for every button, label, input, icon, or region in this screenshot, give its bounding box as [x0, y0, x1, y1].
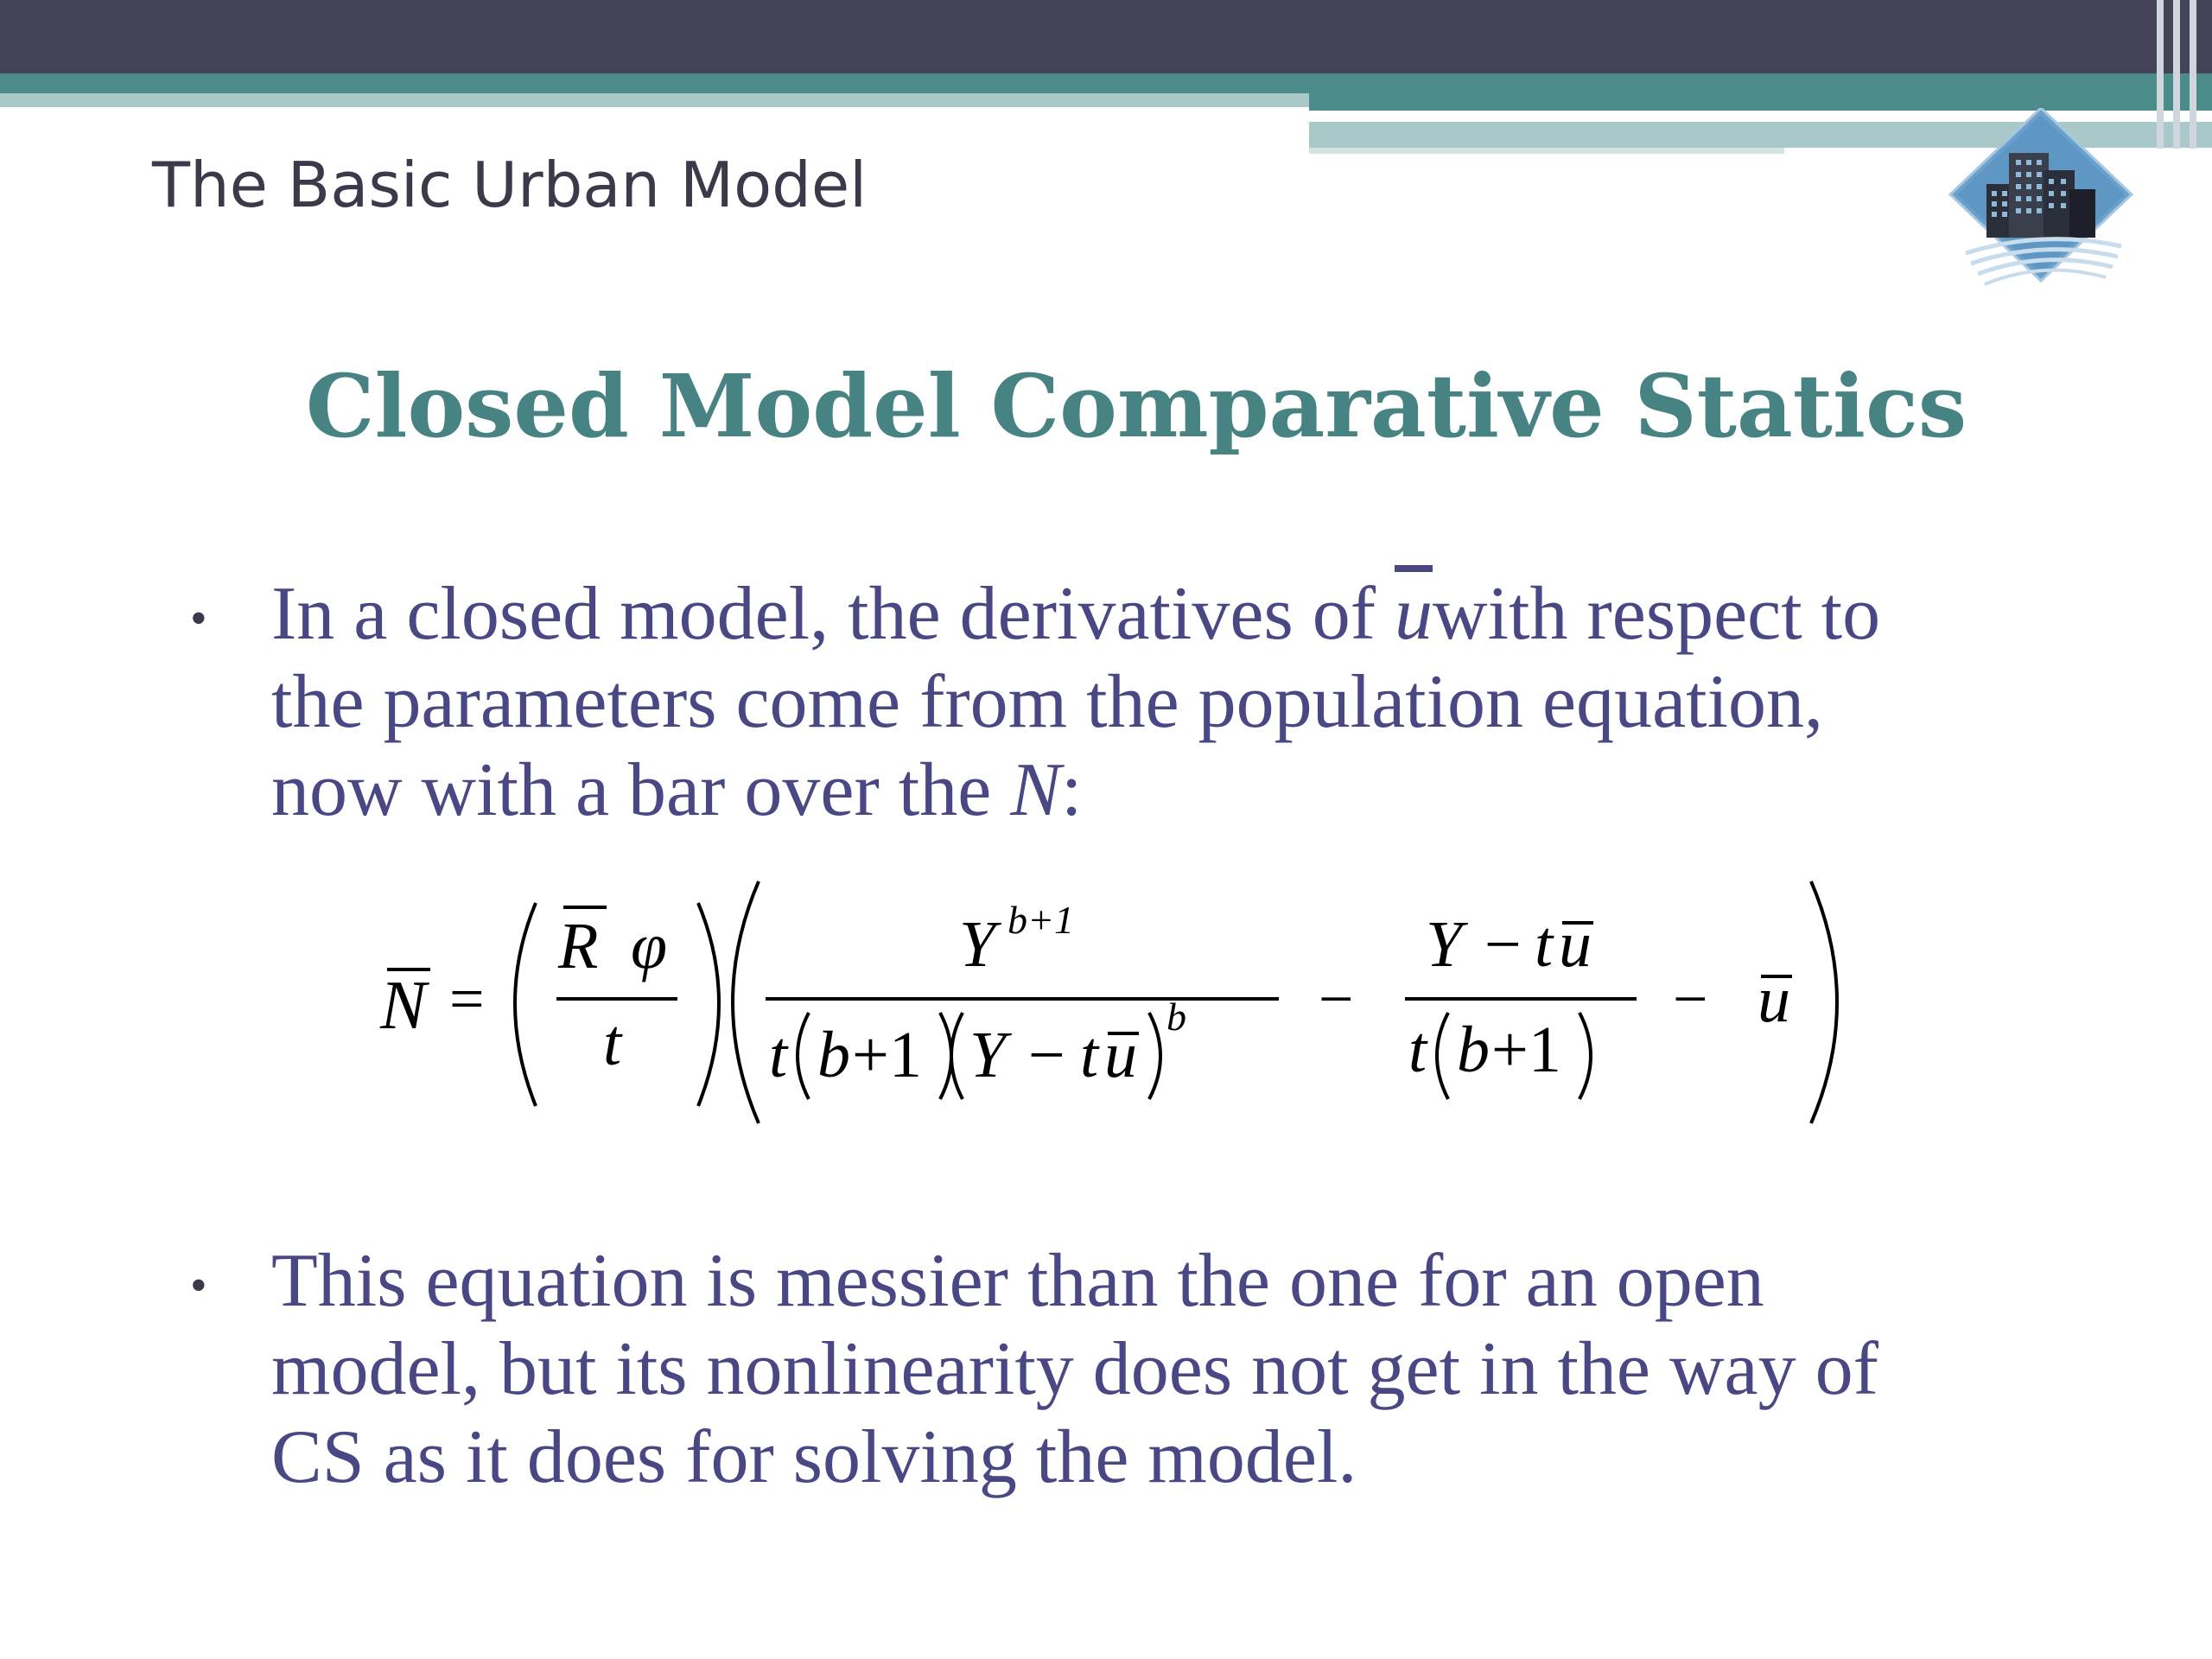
right-paren — [1811, 881, 1837, 1123]
bullet-dot: • — [190, 592, 207, 645]
eq-u: u — [1758, 963, 1790, 1036]
slide-title: Closed Model Comparative Statics — [305, 355, 1967, 457]
bullet-dot: • — [190, 1259, 207, 1313]
section-title: The Basic Urban Model — [152, 149, 868, 221]
header-edge-line — [2157, 0, 2164, 149]
paragraph-line: model, but its nonlinearity does not get in the way of — [271, 1327, 1878, 1411]
eq-t: t — [769, 1019, 788, 1091]
eq-y: Y — [969, 1019, 1007, 1091]
population-equation — [363, 864, 1849, 1141]
eq-t: t — [1535, 908, 1554, 981]
text-run: : — [1061, 748, 1083, 832]
left-paren — [798, 1013, 809, 1099]
n-symbol: N — [1010, 748, 1061, 832]
eq-t: t — [1408, 1014, 1427, 1086]
paragraph-line — [271, 747, 2069, 835]
paragraph-line: This equation is messier than the one for an open — [271, 1239, 1764, 1323]
paragraph-line — [271, 570, 2069, 658]
left-paren — [1437, 1013, 1448, 1099]
eq-minus: − — [1484, 908, 1522, 981]
bullet-paragraph-2 — [271, 1237, 2069, 1502]
eq-exponent: b — [1166, 995, 1186, 1039]
eq-t: t — [603, 1007, 622, 1079]
paragraph-line: the parameters come from the population equation, — [271, 660, 1824, 744]
eq-r: R — [558, 910, 599, 982]
paragraph-line: CS as it does for solving the model. — [271, 1415, 1357, 1499]
city-buildings-icon — [1948, 108, 2134, 289]
text-run: now with a bar over the — [271, 748, 1011, 832]
right-paren — [1149, 1013, 1160, 1099]
eq-u: u — [1104, 1019, 1137, 1091]
bullet-paragraph-1 — [271, 570, 2069, 835]
eq-minus: − — [1028, 1019, 1065, 1091]
eq-plus-one: +1 — [852, 1019, 922, 1091]
text-run: with respect to — [1433, 572, 1881, 656]
u-bar-symbol: $\overline{u}$ — [1395, 572, 1433, 656]
right-paren — [1580, 1013, 1591, 1099]
header-stripe-light — [1309, 148, 1784, 154]
eq-plus-one: +1 — [1491, 1014, 1561, 1086]
header-stripe — [0, 73, 2212, 93]
header-bar — [0, 0, 2212, 73]
text-run: In a closed model, the derivatives of — [271, 572, 1395, 656]
header-edge-line — [2190, 0, 2196, 149]
eq-n: N — [380, 968, 427, 1044]
eq-phi: φ — [631, 910, 668, 982]
eq-b: b — [1457, 1014, 1490, 1086]
left-paren — [733, 881, 759, 1123]
eq-t: t — [1080, 1019, 1099, 1091]
left-paren — [951, 1013, 963, 1099]
eq-y: Y — [959, 908, 996, 981]
eq-minus: − — [1673, 964, 1708, 1033]
header-stripe-light — [0, 93, 1309, 107]
eq-exponent: b+1 — [1007, 898, 1075, 942]
left-paren — [515, 903, 536, 1106]
eq-minus: − — [1319, 964, 1354, 1033]
right-paren — [698, 903, 719, 1106]
eq-equals: = — [449, 964, 485, 1033]
header-edge-line — [2173, 0, 2180, 149]
eq-u: u — [1559, 908, 1592, 981]
eq-b: b — [817, 1019, 850, 1091]
eq-y: Y — [1426, 908, 1463, 981]
